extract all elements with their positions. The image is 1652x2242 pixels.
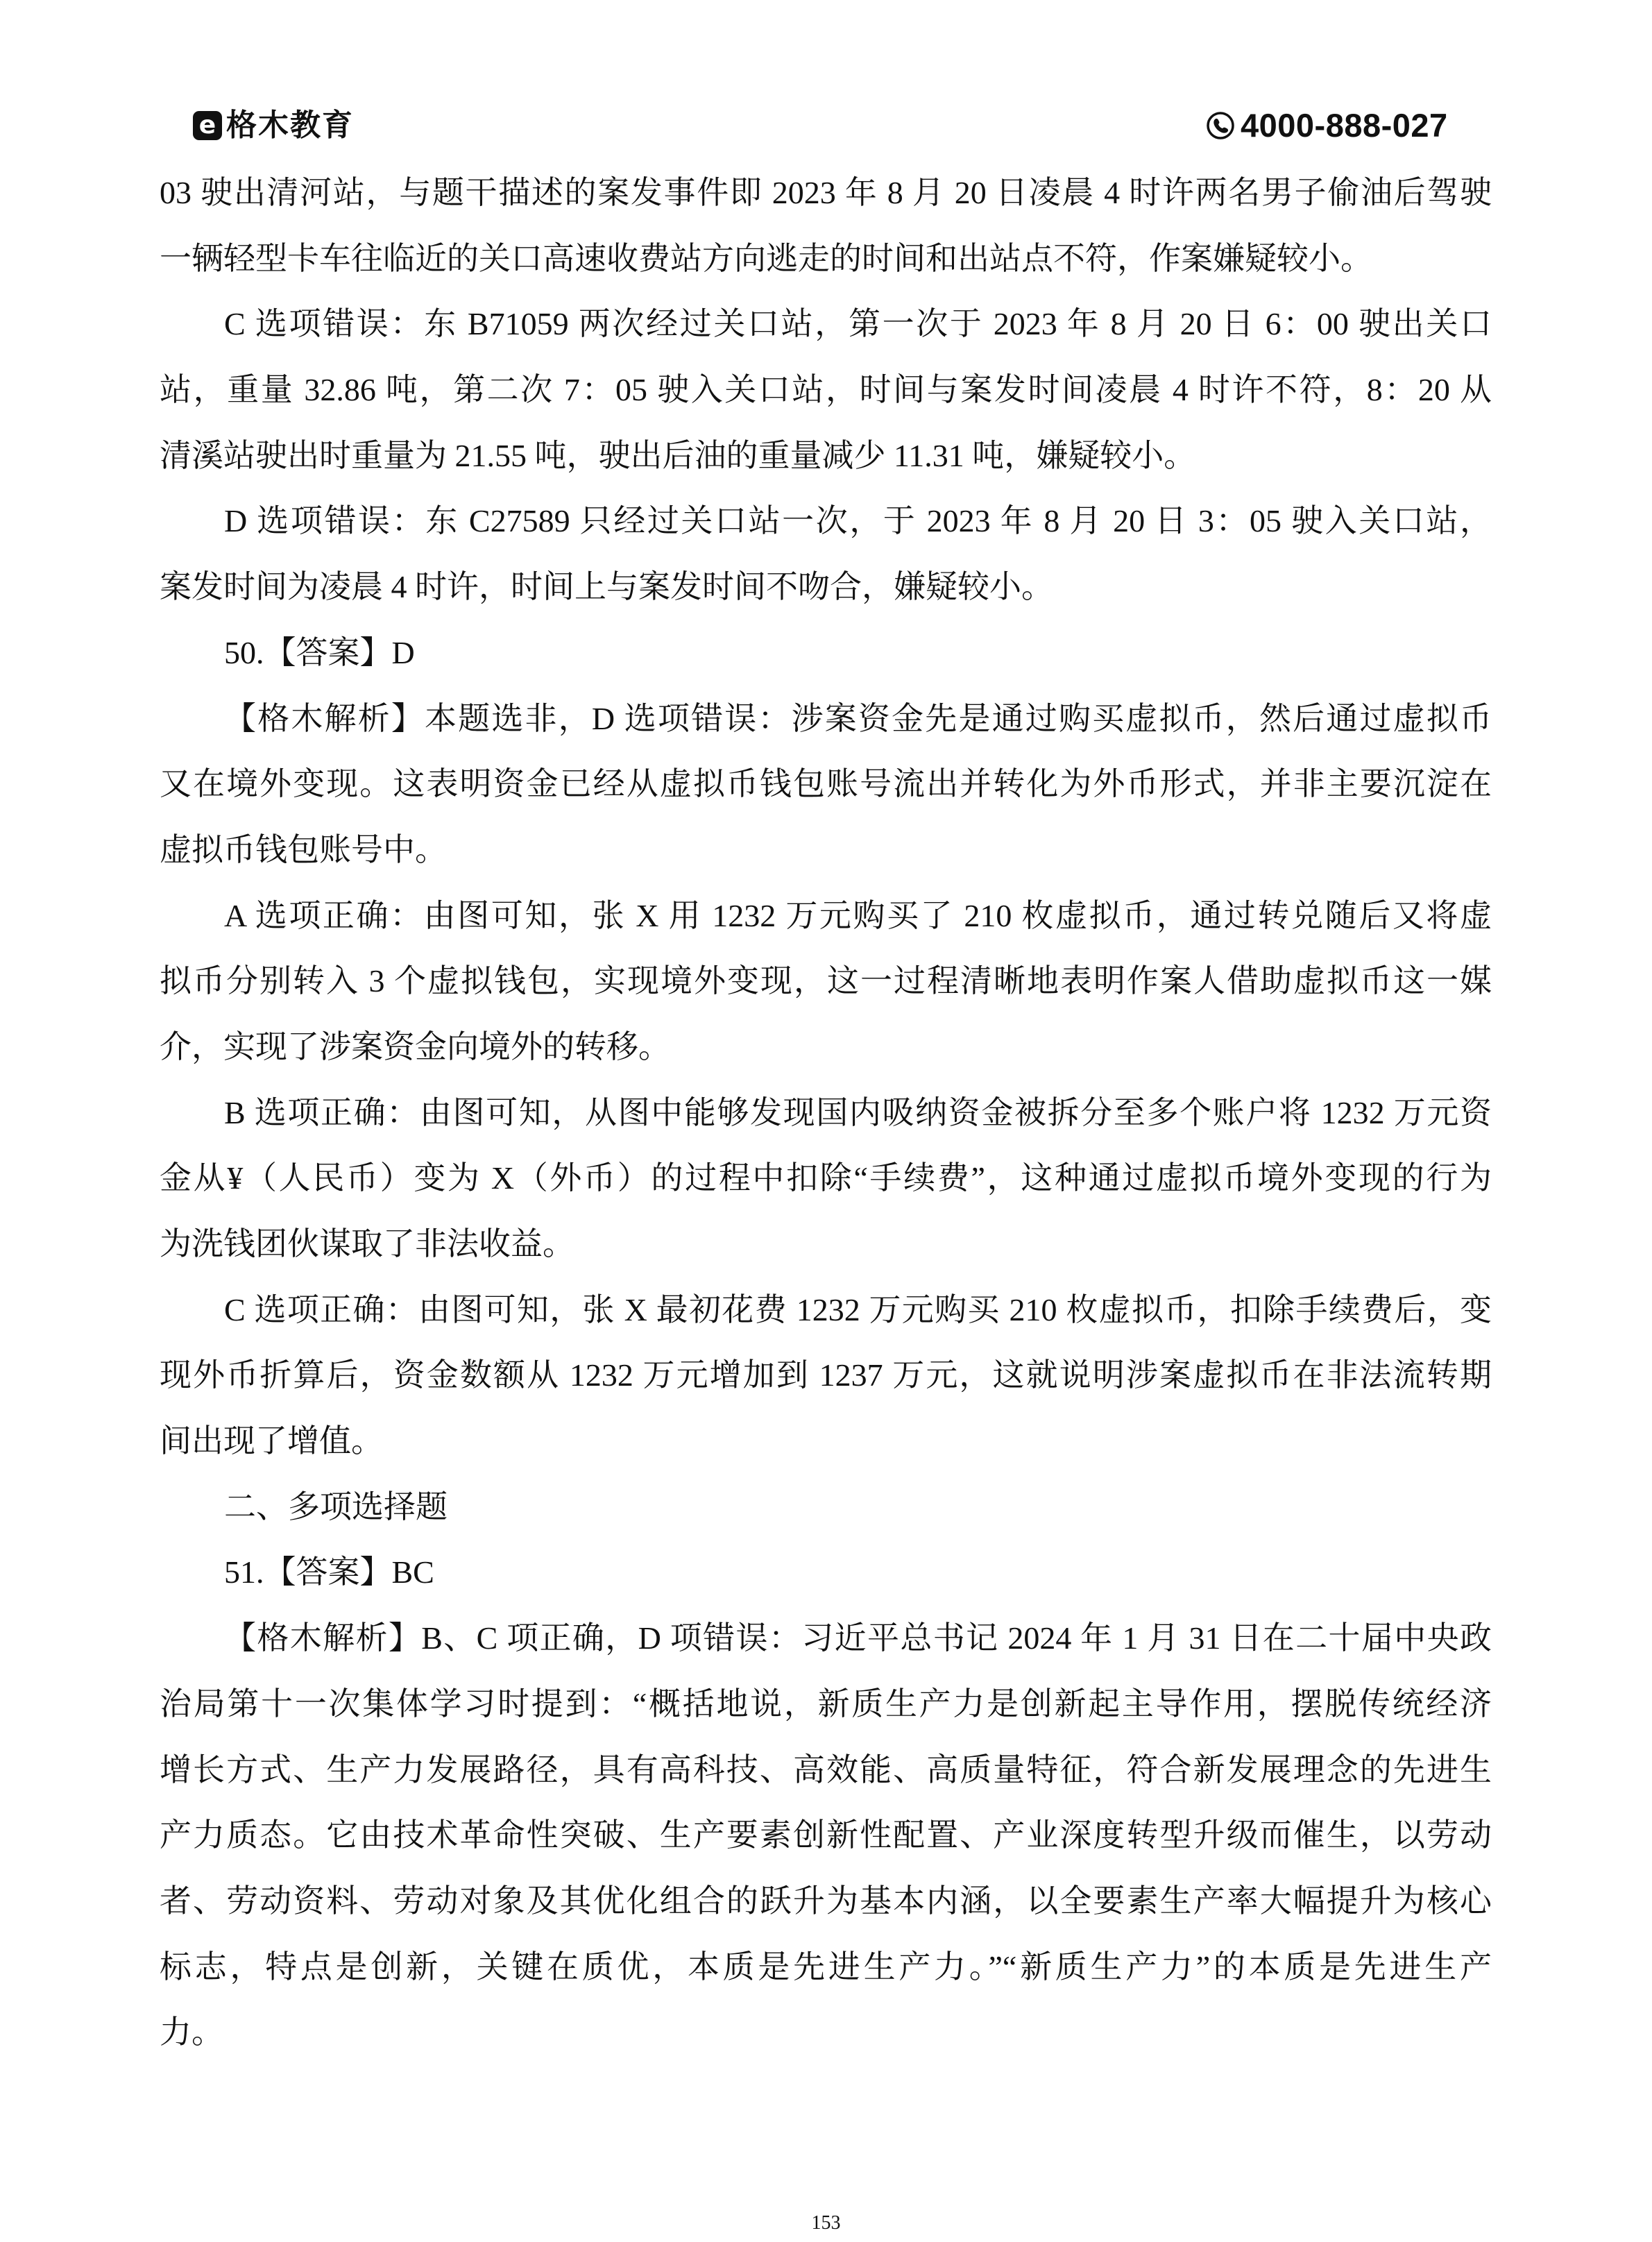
text-line: D 选项错误：东 C27589 只经过关口站一次，于 2023 年 8 月 20 日 3：05 驶入关口站， xyxy=(224,503,1492,539)
paragraph xyxy=(160,686,1492,883)
text-line: C 选项正确：由图可知，张 X 最初花费 1232 万元购买 210 枚虚拟币，扣除手续费后，变 xyxy=(224,1291,1492,1327)
text-line: 虚拟币钱包账号中。 xyxy=(160,831,447,867)
brand-logo xyxy=(193,109,354,142)
text-line: 一辆轻型卡车往临近的关口高速收费站方向逃走的时间和出站点不符，作案嫌疑较小。 xyxy=(160,240,1372,276)
phone-icon xyxy=(1206,111,1235,140)
text-line: 二、多项选择题 xyxy=(224,1488,448,1525)
text-line: 治局第十一次集体学习时提到：“概括地说，新质生产力是创新起主导作用，摆脱传统经济 xyxy=(160,1685,1492,1722)
text-line: 案发时间为凌晨 4 时许，时间上与案发时间不吻合，嫌疑较小。 xyxy=(160,569,1053,605)
text-line: 清溪站驶出时重量为 21.55 吨，驶出后油的重量减少 11.31 吨，嫌疑较小。 xyxy=(160,437,1196,473)
text-line: 标志，特点是创新，关键在质优，本质是先进生产力。”“新质生产力”的本质是先进生产 xyxy=(160,1948,1492,1985)
text-line: B 选项正确：由图可知，从图中能够发现国内吸纳资金被拆分至多个账户将 1232 万元资 xyxy=(224,1094,1492,1130)
paragraph xyxy=(160,1277,1492,1475)
text-line: 站，重量 32.86 吨，第二次 7：05 驶入关口站，时间与案发时间凌晨 4 时许不符，8：20 从 xyxy=(160,372,1492,408)
paragraph xyxy=(160,883,1492,1080)
text-line: 50.【答案】D xyxy=(224,634,415,670)
document-body xyxy=(160,160,1492,2066)
text-line: 51.【答案】BC xyxy=(224,1554,434,1590)
text-line: 力。 xyxy=(160,2014,223,2050)
text-line: 03 驶出清河站，与题干描述的案发事件即 2023 年 8 月 20 日凌晨 4 时许两名男子偷油后驾驶 xyxy=(160,175,1492,210)
text-line: 者、劳动资料、劳动对象及其优化组合的跃升为基本内涵，以全要素生产率大幅提升为核心 xyxy=(160,1883,1492,1919)
paragraph xyxy=(160,1080,1492,1277)
text-line: 产力质态。它由技术革命性突破、生产要素创新性配置、产业深度转型升级而催生，以劳动 xyxy=(160,1817,1492,1853)
text-line: 【格木解析】本题选非，D 选项错误：涉案资金先是通过购买虚拟币，然后通过虚拟币 xyxy=(224,700,1492,736)
phone-number: 4000-888-027 xyxy=(1241,107,1448,144)
answer-heading xyxy=(160,1540,1492,1606)
paragraph xyxy=(160,489,1492,620)
text-line: 又在境外变现。这表明资金已经从虚拟币钱包账号流出并转化为外币形式，并非主要沉淀在 xyxy=(160,766,1492,802)
text-line: 金从¥（人民币）变为 X（外币）的过程中扣除“手续费”，这种通过虚拟币境外变现的行为 xyxy=(160,1160,1492,1196)
text-line: 介，实现了涉案资金向境外的转移。 xyxy=(160,1028,670,1064)
answer-heading xyxy=(160,620,1492,686)
paragraph xyxy=(160,160,1492,291)
text-line: 为洗钱团伙谋取了非法收益。 xyxy=(160,1226,574,1262)
brand-name: 格木教育 xyxy=(226,108,354,143)
brand-logo-icon: e xyxy=(193,111,222,140)
text-line: C 选项错误：东 B71059 两次经过关口站，第一次于 2023 年 8 月 20 日 6：00 驶出关口 xyxy=(224,306,1492,342)
text-line: 【格木解析】B、C 项正确，D 项错误：习近平总书记 2024 年 1 月 31 日在二十届中央政 xyxy=(224,1620,1492,1656)
section-heading xyxy=(160,1475,1492,1540)
text-line: A 选项正确：由图可知，张 X 用 1232 万元购买了 210 枚虚拟币，通过转兑随后又将虚 xyxy=(224,897,1492,933)
text-line: 现外币折算后，资金数额从 1232 万元增加到 1237 万元，这就说明涉案虚拟币在非法流转期 xyxy=(160,1357,1492,1393)
text-line: 间出现了增值。 xyxy=(160,1423,383,1459)
paragraph xyxy=(160,1606,1492,2066)
hotline xyxy=(1206,109,1448,142)
text-line: 拟币分别转入 3 个虚拟钱包，实现境外变现，这一过程清晰地表明作案人借助虚拟币这一媒 xyxy=(160,963,1492,999)
text-line: 增长方式、生产力发展路径，具有高科技、高效能、高质量特征，符合新发展理念的先进生 xyxy=(160,1751,1492,1787)
paragraph xyxy=(160,291,1492,489)
page-number: 153 xyxy=(811,2212,841,2234)
